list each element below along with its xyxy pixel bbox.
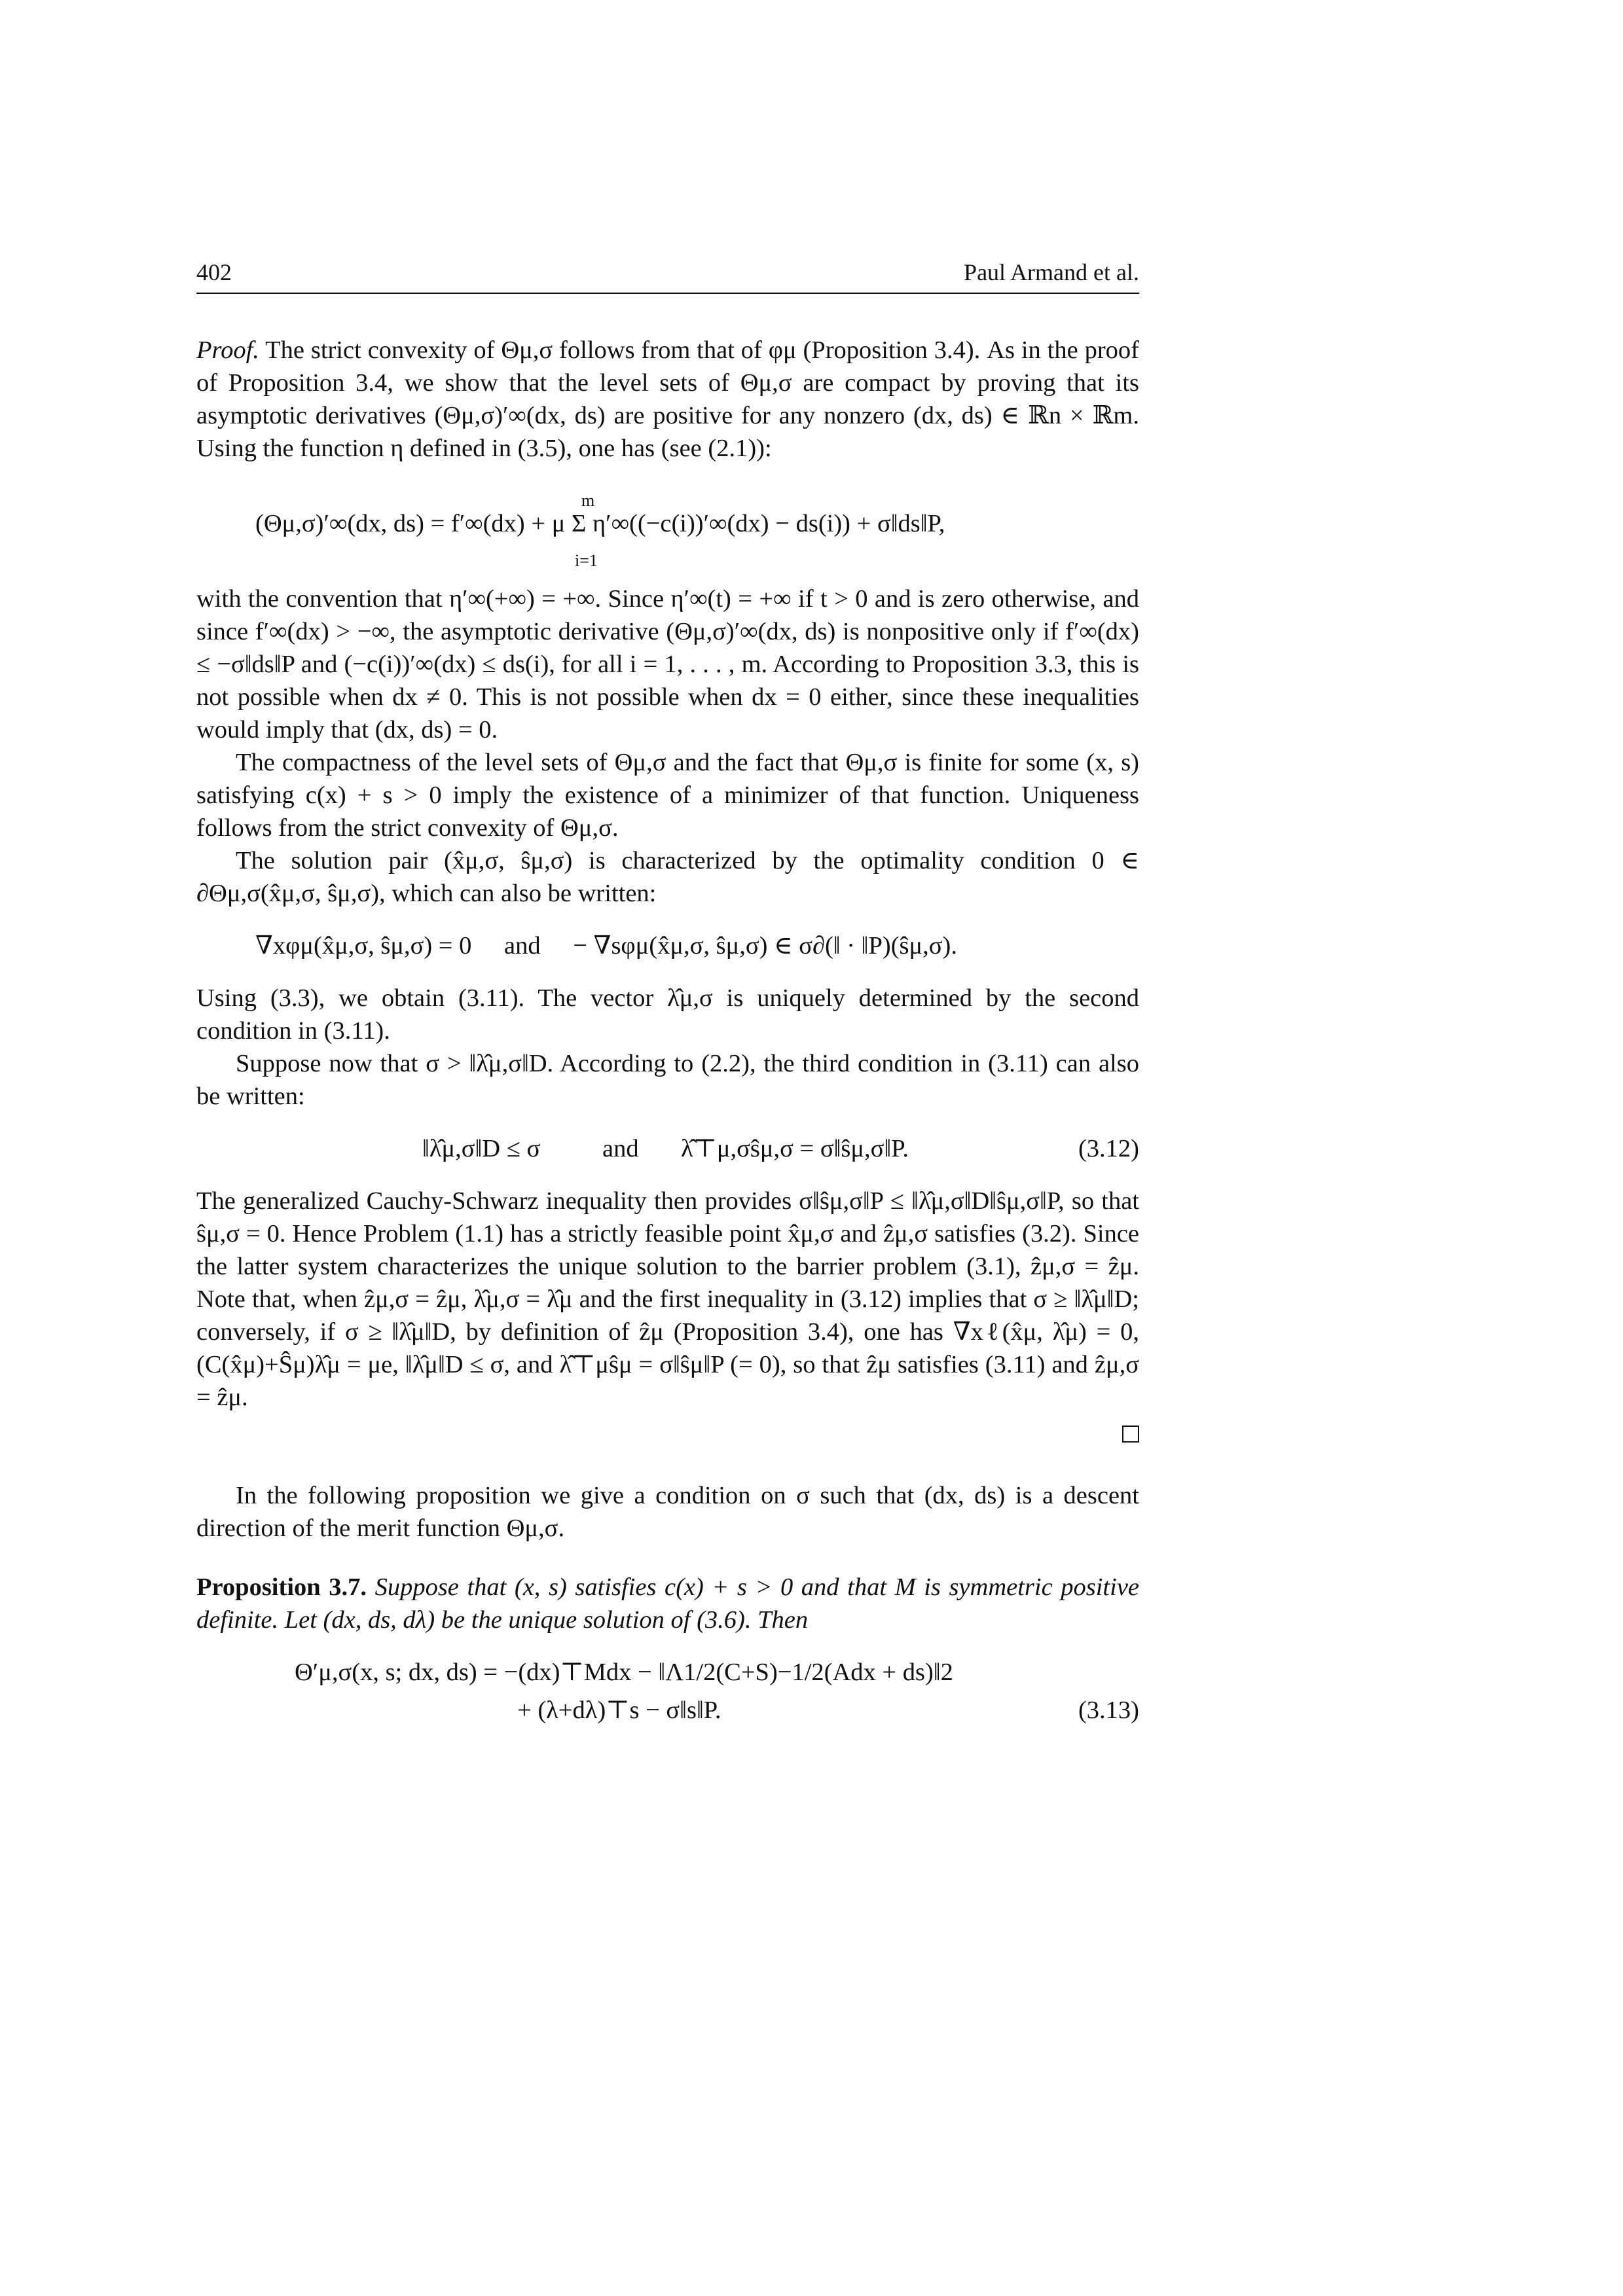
- proposition-label: Proposition 3.7.: [196, 1573, 367, 1601]
- proof-paragraph-7: The generalized Cauchy-Schwarz inequality then provides σ‖ŝμ,σ‖P ≤ ‖λ̂μ,σ‖D‖ŝμ,σ‖P, so that ŝμ,σ = 0. Hence Problem (1.1) has a strictly feasible point x̂μ,σ and ẑμ,σ satisfies (3.2). Since the latter system characterizes the unique solution to the barrier problem (3.1), ẑμ,σ = ẑμ. Note that, when ẑμ,σ = ẑμ, λ̂μ,σ = λ̂μ and the first inequality in (3.12) implies that σ ≥ ‖λ̂μ‖D; conversely, if σ ≥ ‖λ̂μ‖D, by definition of ẑμ (Proposition 3.4), one has ∇xℓ(x̂μ, λ̂μ) = 0, (C(x̂μ)+Ŝμ)λ̂μ = μe, ‖λ̂μ‖D ≤ σ, and λ̂⊤μŝμ = σ‖ŝμ‖P (= 0), so that ẑμ satisfies (3.11) and ẑμ,σ = ẑμ.: [196, 1187, 1139, 1411]
- proof-paragraph-4: The solution pair (x̂μ,σ, ŝμ,σ) is characterized by the optimality condition 0 ∈ ∂Θμ,σ(x̂μ,σ, ŝμ,σ), which can also be written:: [196, 847, 1139, 907]
- equation-asymptotic-derivative: [255, 484, 1139, 570]
- proof-text-1: The strict convexity of Θμ,σ follows from that of φμ (Proposition 3.4). As in the proof of Proposition 3.4, we show that the level sets of Θμ,σ are compact by proving that its asymptotic derivatives (Θμ,σ)′∞(dx, ds) are positive for any nonzero (dx, ds) ∈ ℝn × ℝm. Using the function η defined in (3.5), one has (see (2.1)):: [196, 336, 1139, 462]
- equation-number-3-13: (3.13): [1078, 1696, 1139, 1724]
- equation-number-3-12: (3.12): [1078, 1135, 1139, 1162]
- equation-1: (Θμ,σ)′∞(dx, ds) = f′∞(dx) + μ Σ η′∞((−c(i))′∞(dx) − ds(i)) + σ‖ds‖P,: [255, 510, 945, 537]
- proposition-3-7: [196, 1571, 1139, 1636]
- proof-label: Proof.: [196, 336, 259, 364]
- sum-upper-limit: m: [581, 491, 595, 510]
- equation-3-13: [196, 1656, 1139, 1728]
- equation-3-13-line-1: Θ′μ,σ(x, s; dx, ds) = −(dx)⊤Mdx − ‖Λ1/2(C+S)−1/2(Adx + ds)‖2: [295, 1659, 953, 1686]
- proof-paragraph-1: [196, 334, 1139, 465]
- proof-paragraph-3: The compactness of the level sets of Θμ,σ and the fact that Θμ,σ is finite for some (x, s) satisfying c(x) + s > 0 imply the existence of a minimizer of that function. Uniqueness follows from the strict convexity of Θμ,σ.: [196, 749, 1139, 842]
- page-number: 402: [196, 259, 232, 285]
- qed-row: [196, 1414, 1139, 1453]
- equation-3-12: [196, 1132, 1139, 1165]
- running-title: Paul Armand et al.: [964, 259, 1139, 285]
- proposition-text: Suppose that (x, s) satisfies c(x) + s > 0 and that M is symmetric positive definite. Let (dx, ds, dλ) be the unique solution of (3.6). Then: [196, 1573, 1139, 1634]
- equation-3-and: and: [602, 1135, 639, 1162]
- page-body: [196, 327, 1139, 1728]
- equation-2-and: and: [504, 932, 541, 960]
- equation-optimality: [255, 929, 1139, 962]
- proof-paragraph-6: Suppose now that σ > ‖λ̂μ,σ‖D. According to (2.2), the third condition in (3.11) can also be written:: [196, 1050, 1139, 1110]
- equation-3-right: λ̂⊤μ,σŝμ,σ = σ‖ŝμ,σ‖P.: [681, 1135, 909, 1162]
- equation-3-left: ‖λ̂μ,σ‖D ≤ σ: [422, 1135, 541, 1162]
- equation-2-right: − ∇sφμ(x̂μ,σ, ŝμ,σ) ∈ σ∂(‖ · ‖P)(ŝμ,σ).: [573, 932, 957, 960]
- sum-lower-limit: i=1: [575, 551, 598, 570]
- equation-3-13-line-2: + (λ+dλ)⊤s − σ‖s‖P.: [517, 1696, 721, 1724]
- equation-2-left: ∇xφμ(x̂μ,σ, ŝμ,σ) = 0: [255, 932, 472, 960]
- proof-paragraph-5: Using (3.3), we obtain (3.11). The vector λ̂μ,σ is uniquely determined by the second condition in (3.11).: [196, 984, 1139, 1045]
- following-paragraph: In the following proposition we give a condition on σ such that (dx, ds) is a descent direction of the merit function Θμ,σ.: [196, 1482, 1139, 1542]
- proof-paragraph-2: with the convention that η′∞(+∞) = +∞. Since η′∞(t) = +∞ if t > 0 and is zero otherwise, and since f′∞(dx) > −∞, the asymptotic derivative (Θμ,σ)′∞(dx, ds) is nonpositive only if f′∞(dx) ≤ −σ‖ds‖P and (−c(i))′∞(dx) ≤ ds(i), for all i = 1, . . . , m. According to Proposition 3.3, this is not possible when dx ≠ 0. This is not possible when dx = 0 either, since these inequalities would imply that (dx, ds) = 0.: [196, 585, 1139, 744]
- qed-box-icon: [1122, 1426, 1139, 1443]
- header-rule: [196, 293, 1139, 294]
